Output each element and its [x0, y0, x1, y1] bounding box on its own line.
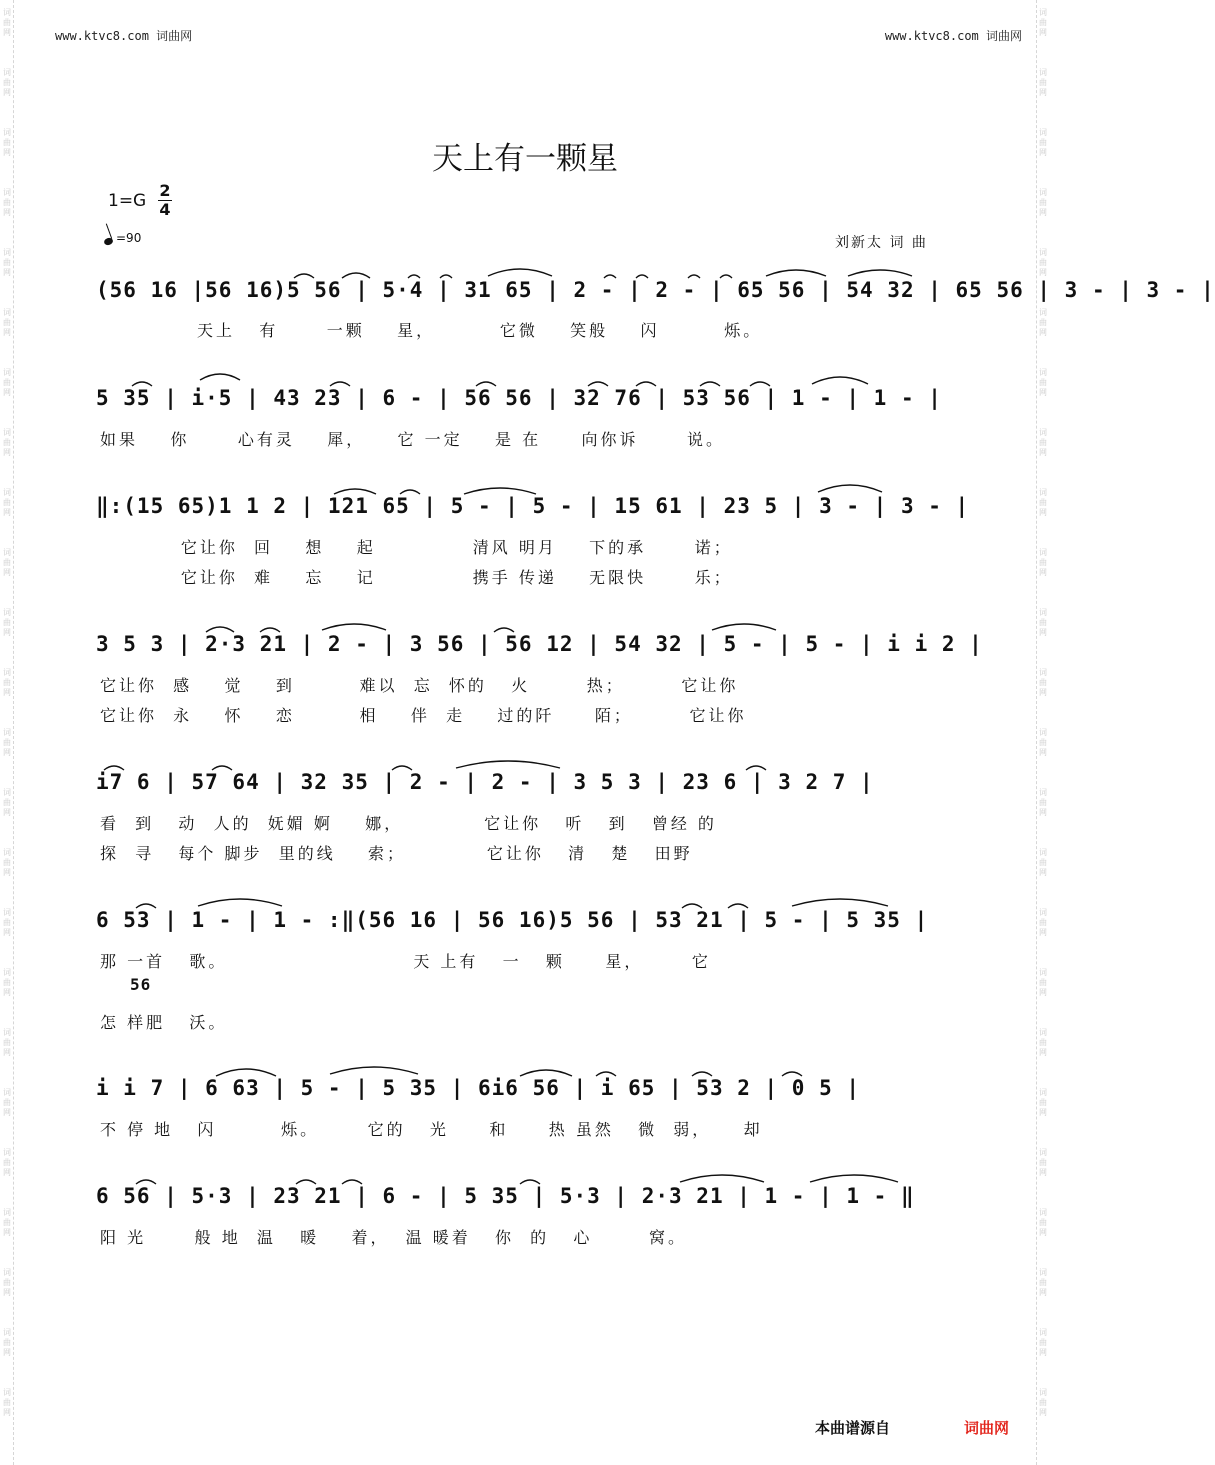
watermark-text: 词曲网 [3, 848, 11, 877]
watermark-text: 词曲网 [1039, 248, 1047, 277]
watermark-text: 词曲网 [3, 1208, 11, 1237]
lyric-line: 阳 光 般 地 温 暖 着， 温 暖着 你 的 心 窝。 [100, 1228, 688, 1247]
lyric-line: 它让你 难 忘 记 携手 传递 无限快 乐； [100, 568, 733, 587]
lyric-line: 探 寻 每个 脚步 里的线 索； 它让你 清 楚 田野 [100, 844, 693, 863]
watermark-text: 词曲网 [3, 1028, 11, 1057]
watermark-text: 词曲网 [1039, 1208, 1047, 1237]
watermark-text: 词曲网 [3, 668, 11, 697]
watermark-text: 词曲网 [1039, 1148, 1047, 1177]
footer-source-label: 本曲谱源自 [815, 1419, 891, 1437]
time-signature [158, 182, 172, 219]
watermark-text: 词曲网 [1039, 1268, 1047, 1297]
watermark-text: 词曲网 [1039, 308, 1047, 337]
notation-row: 5 35 | i·5 | 43 23 | 6 - | 56 56 | 32 76 | 53 56 | 1 - | 1 - | [96, 386, 942, 410]
watermark-text: 词曲网 [3, 128, 11, 157]
tempo-value: =90 [116, 231, 142, 245]
watermark-text: 词曲网 [1039, 68, 1047, 97]
watermark-text: 词曲网 [1039, 548, 1047, 577]
watermark-text: 词曲网 [3, 1328, 11, 1357]
watermark-text: 词曲网 [3, 248, 11, 277]
notation-row: 6 53 | 1 - | 1 - :‖(56 16 | 56 16)5 56 | 53 21 | 5 - | 5 35 | [96, 908, 929, 932]
quarter-note-icon [103, 237, 114, 247]
lyric-line: 它让你 回 想 起 清风 明月 下的承 诺； [100, 538, 733, 557]
watermark-text: 词曲网 [3, 608, 11, 637]
author-credit: 刘新太 词 曲 [835, 235, 928, 251]
watermark-text: 词曲网 [1039, 368, 1047, 397]
watermark-text: 词曲网 [3, 548, 11, 577]
lyric-line: 如果 你 心有灵 犀， 它 一定 是 在 向你诉 说。 [100, 430, 726, 449]
watermark-text: 词曲网 [3, 188, 11, 217]
notation-fragment: 56 [130, 975, 152, 994]
lyric-line: 它让你 感 觉 到 难以 忘 怀的 火 热； 它让你 [100, 676, 739, 695]
notation-row: ‖:(15 65)1 1 2 | 121 65 | 5 - | 5 - | 15 61 | 23 5 | 3 - | 3 - | [96, 494, 970, 518]
watermark-text: 词曲网 [1039, 1028, 1047, 1057]
watermark-text: 词曲网 [1039, 908, 1047, 937]
footer-site-link[interactable]: 词曲网 [964, 1419, 1010, 1437]
watermark-text: 词曲网 [1039, 428, 1047, 457]
watermark-text: 词曲网 [3, 728, 11, 757]
left-watermark-strip [0, 0, 14, 1465]
watermark-text: 词曲网 [1039, 1088, 1047, 1117]
right-watermark-strip [1036, 0, 1050, 1465]
time-signature-top: 2 [159, 181, 171, 200]
tempo-marking [104, 231, 141, 245]
watermark-text: 词曲网 [3, 908, 11, 937]
watermark-text: 词曲网 [1039, 188, 1047, 217]
notation-row: 6 56 | 5·3 | 23 21 | 6 - | 5 35 | 5·3 | 2·3 21 | 1 - | 1 - ‖ [96, 1184, 915, 1208]
watermark-text: 词曲网 [3, 1268, 11, 1297]
lyric-line: 那 一首 歌。 天 上有 一 颗 星， 它 [100, 952, 711, 971]
song-title: 天上有一颗星 [432, 141, 618, 177]
lyric-line: 不 停 地 闪 烁。 它的 光 和 热 虽然 微 弱， 却 [100, 1120, 763, 1139]
watermark-text: 词曲网 [3, 8, 11, 37]
watermark-text: 词曲网 [1039, 668, 1047, 697]
watermark-text: 词曲网 [3, 428, 11, 457]
watermark-text: 词曲网 [1039, 488, 1047, 517]
notation-row: i i 7 | 6 63 | 5 - | 5 35 | 6i6 56 | i 65 | 53 2 | 0 5 | [96, 1076, 861, 1100]
lyric-line: 它让你 永 怀 恋 相 伴 走 过的阡 陌； 它让你 [100, 706, 747, 725]
lyric-line: 看 到 动 人的 妩媚 婀 娜， 它让你 听 到 曾经 的 [100, 814, 717, 833]
time-signature-bottom: 4 [159, 200, 171, 219]
watermark-text: 词曲网 [1039, 1328, 1047, 1357]
watermark-text: 词曲网 [3, 368, 11, 397]
notation-row: (56 16 |56 16)5 56 | 5·4 | 31 65 | 2 - | 2 - | 65 56 | 54 32 | 65 56 | 3 - | 3 - | [96, 278, 1215, 302]
watermark-text: 词曲网 [1039, 1388, 1047, 1417]
lyric-line: 怎 样肥 沃。 [100, 1013, 228, 1032]
watermark-text: 词曲网 [3, 1088, 11, 1117]
notation-row: i7 6 | 57 64 | 32 35 | 2 - | 2 - | 3 5 3 | 23 6 | 3 2 7 | [96, 770, 874, 794]
watermark-text: 词曲网 [3, 488, 11, 517]
watermark-text: 词曲网 [3, 788, 11, 817]
header-site-right[interactable]: www.ktvc8.com 词曲网 [884, 29, 1022, 43]
lyric-line: 天上 有 一颗 星， 它微 笑般 闪 烁。 [100, 321, 763, 340]
watermark-text: 词曲网 [3, 308, 11, 337]
watermark-text: 词曲网 [3, 1148, 11, 1177]
watermark-text: 词曲网 [3, 1388, 11, 1417]
header-site-left[interactable]: www.ktvc8.com 词曲网 [55, 29, 193, 43]
watermark-text: 词曲网 [1039, 8, 1047, 37]
watermark-text: 词曲网 [3, 68, 11, 97]
watermark-text: 词曲网 [3, 968, 11, 997]
key-signature: 1=G [108, 191, 147, 211]
watermark-text: 词曲网 [1039, 608, 1047, 637]
notation-row: 3 5 3 | 2·3 21 | 2 - | 3 56 | 56 12 | 54 32 | 5 - | 5 - | i i 2 | [96, 632, 983, 656]
watermark-text: 词曲网 [1039, 848, 1047, 877]
watermark-text: 词曲网 [1039, 788, 1047, 817]
watermark-text: 词曲网 [1039, 128, 1047, 157]
watermark-text: 词曲网 [1039, 728, 1047, 757]
watermark-text: 词曲网 [1039, 968, 1047, 997]
